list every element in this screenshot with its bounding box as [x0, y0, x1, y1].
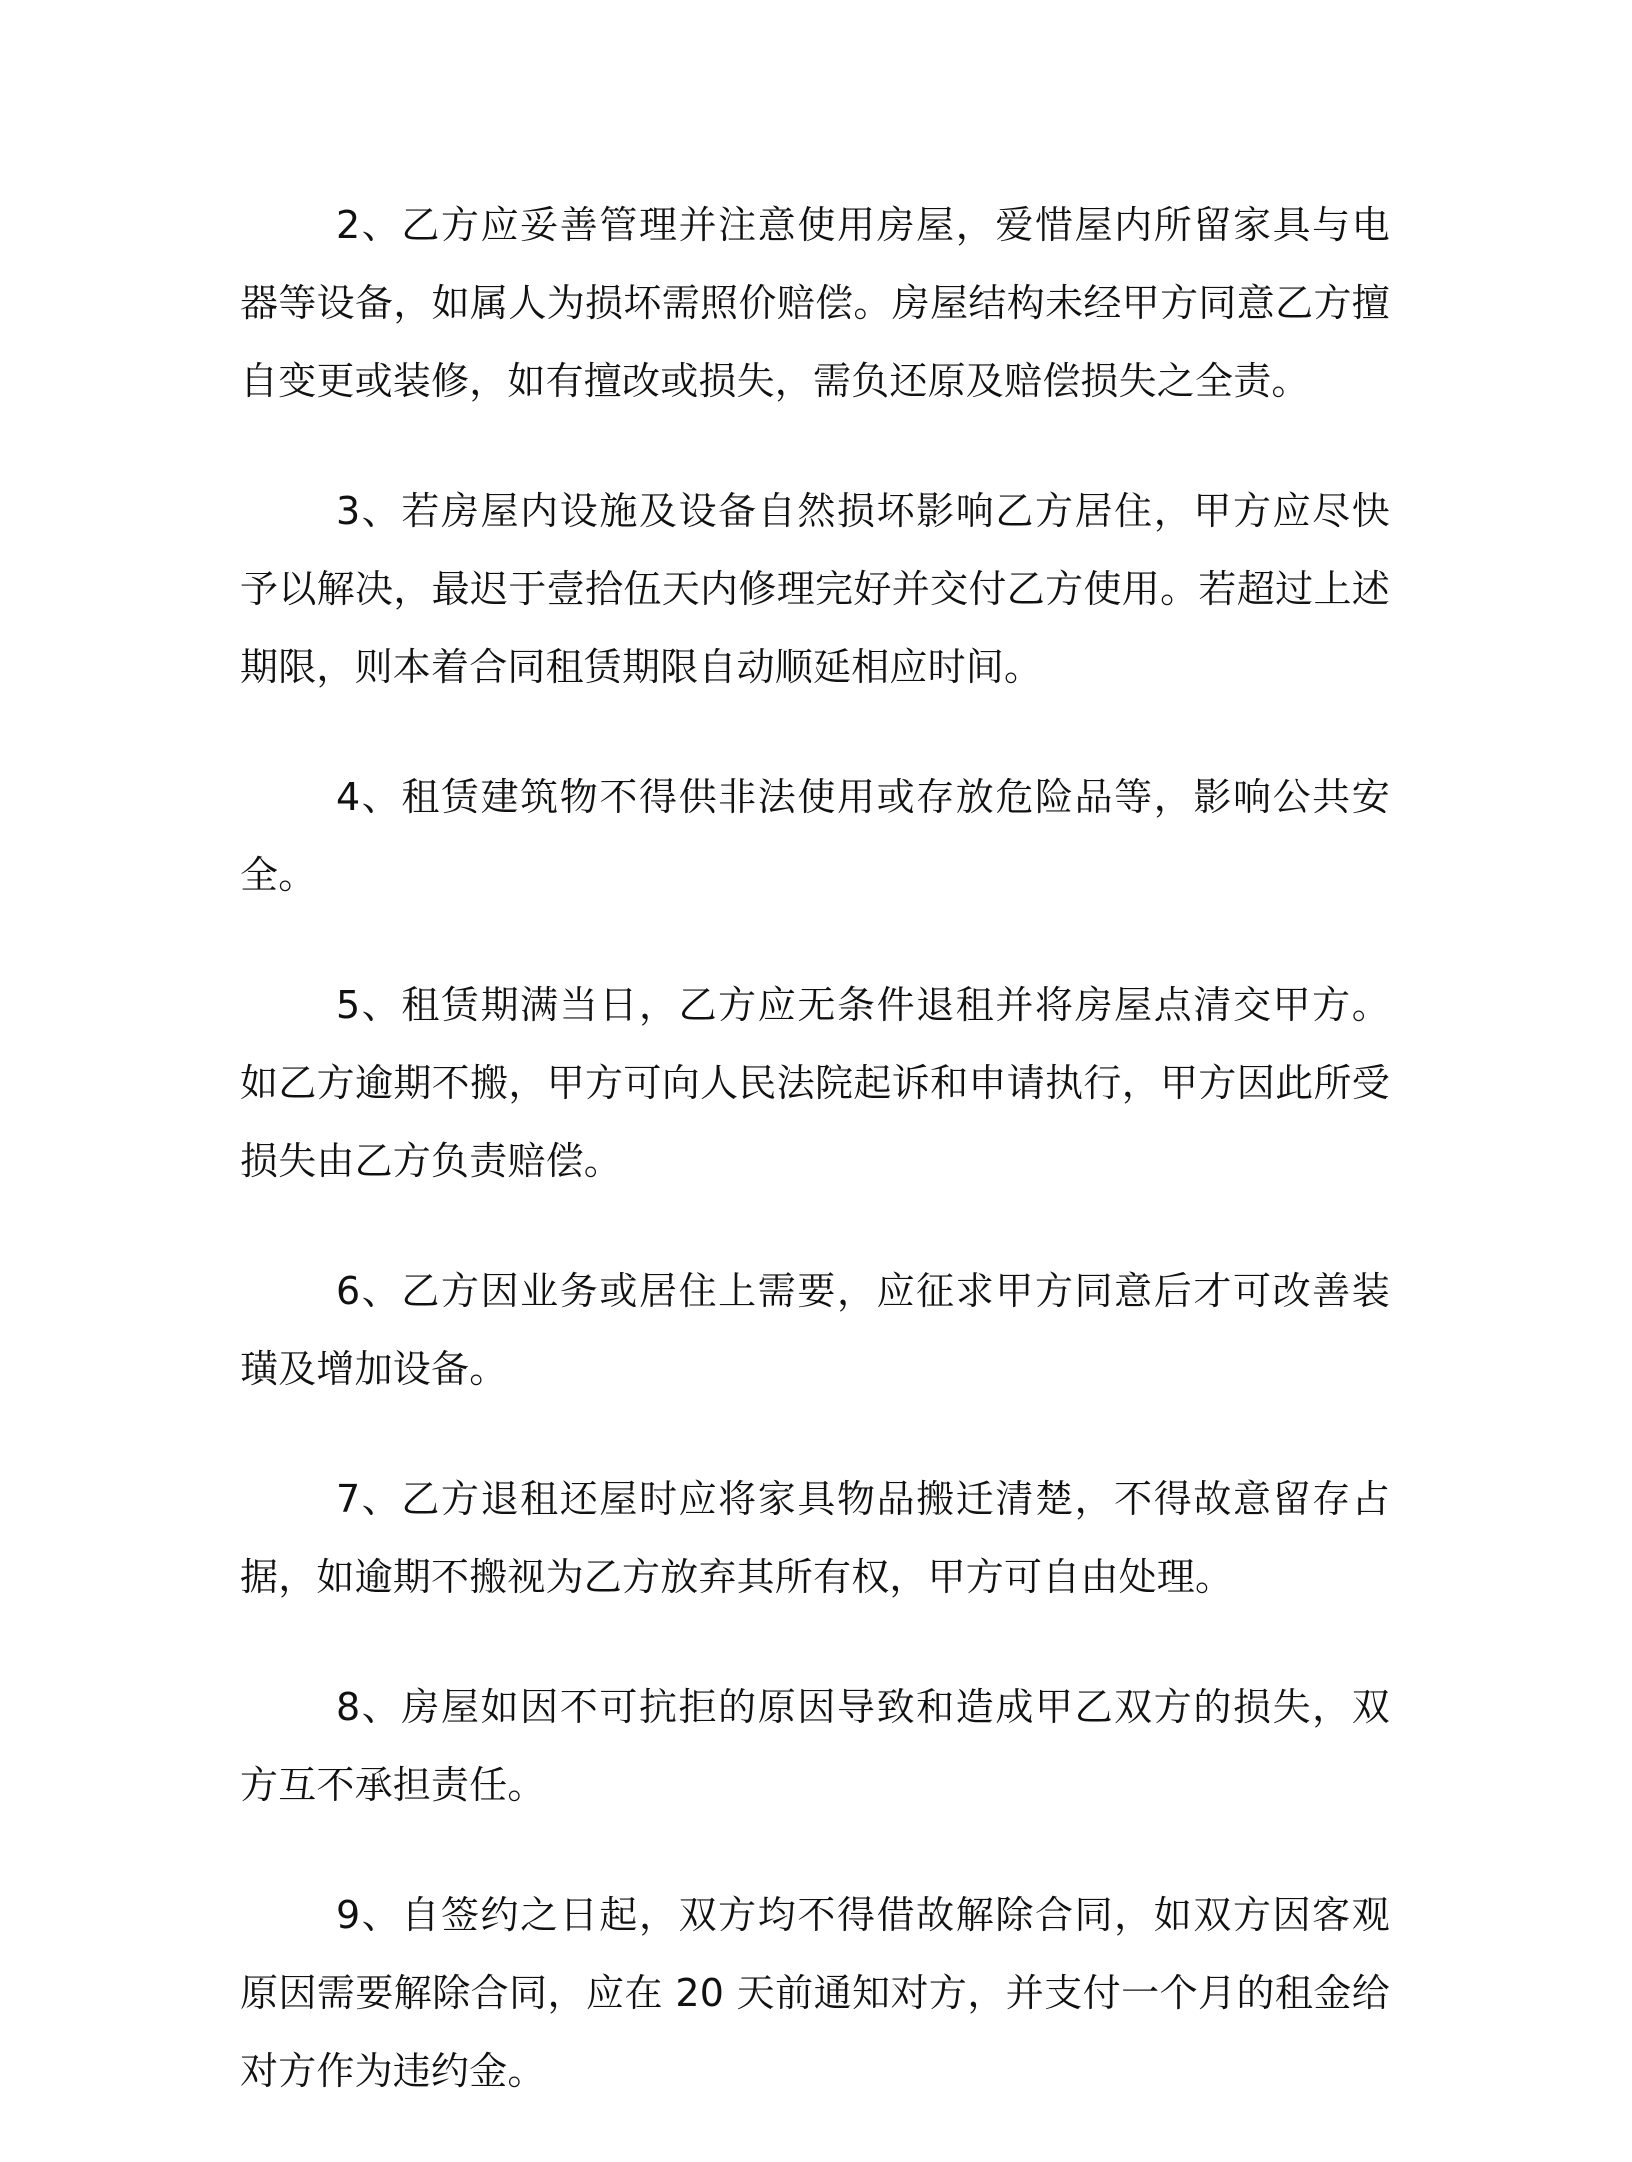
clause-4: 4、租赁建筑物不得供非法使用或存放危险品等，影响公共安全。: [240, 775, 1390, 897]
clause-6: 6、乙方因业务或居住上需要，应征求甲方同意后才可改善装璜及增加设备。: [240, 1269, 1390, 1391]
clause-3: 3、若房屋内设施及设备自然损坏影响乙方居住，甲方应尽快予以解决，最迟于壹拾伍天内修理完好并交付乙方使用。若超过上述期限，则本着合同租赁期限自动顺延相应时间。: [240, 489, 1390, 689]
clause-7: 7、乙方退租还屋时应将家具物品搬迁清楚，不得故意留存占据，如逾期不搬视为乙方放弃其所有权，甲方可自由处理。: [240, 1477, 1390, 1599]
contract-clauses: [240, 186, 1390, 2162]
clause-8: 8、房屋如因不可抗拒的原因导致和造成甲乙双方的损失，双方互不承担责任。: [240, 1685, 1390, 1807]
clause-9: 9、自签约之日起，双方均不得借故解除合同，如双方因客观原因需要解除合同，应在 20 天前通知对方，并支付一个月的租金给对方作为违约金。: [240, 1893, 1390, 2093]
clause-2: 2、乙方应妥善管理并注意使用房屋，爱惜屋内所留家具与电器等设备，如属人为损坏需照价赔偿。房屋结构未经甲方同意乙方擅自变更或装修，如有擅改或损失，需负还原及赔偿损失之全责。: [240, 203, 1390, 403]
clause-5: 5、租赁期满当日，乙方应无条件退租并将房屋点清交甲方。如乙方逾期不搬，甲方可向人民法院起诉和申请执行，甲方因此所受损失由乙方负责赔偿。: [240, 983, 1390, 1183]
